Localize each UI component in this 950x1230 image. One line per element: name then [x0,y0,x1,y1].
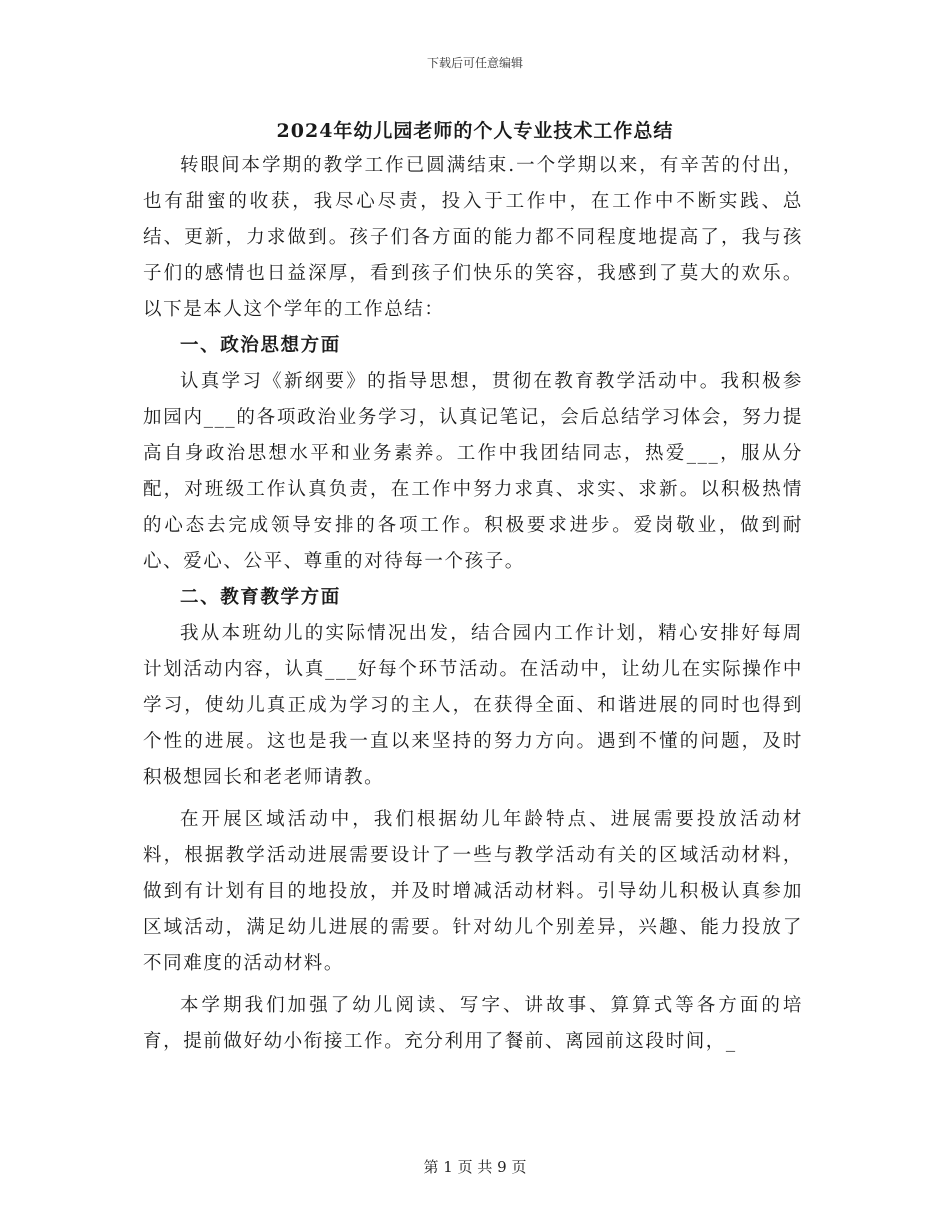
section-heading-teaching: 二、教育教学方面 [180,587,341,608]
header-note: 下载后可任意编辑 [426,56,523,70]
section-heading-politics: 一、政治思想方面 [180,335,341,356]
teaching-paragraph-1: 我从本班幼儿的实际情况出发，结合园内工作计划，精心安排好每周计划活动内容，认真___好每个环节活动。在活动中，让幼儿在实际操作中学习，使幼儿真正成为学习的主人，在获得全面、和谐进展的同时也得到个性的进展。这也是我一直以来坚持的努力方向。遇到不懂的问题，及时积极想园长和老老师请教。 [143,623,803,788]
document-body [143,148,803,1060]
teaching-paragraph-2: 在开展区域活动中，我们根据幼儿年龄特点、进展需要投放活动材料，根据教学活动进展需要设计了一些与教学活动有关的区域活动材料，做到有计划有目的地投放，并及时增减活动材料。引导幼儿积极认真参加区域活动，满足幼儿进展的需要。针对幼儿个别差异，兴趣、能力投放了不同难度的活动材料。 [143,809,803,974]
teaching-paragraph-3: 本学期我们加强了幼儿阅读、写字、讲故事、算算式等各方面的培育，提前做好幼小衔接工作。充分利用了餐前、离园前这段时间，_ [143,995,803,1052]
politics-paragraph: 认真学习《新纲要》的指导思想，贯彻在教育教学活动中。我积极参加园内___的各项政治业务学习，认真记笔记，会后总结学习体会，努力提高自身政治思想水平和业务素养。工作中我团结同志，热爱___，服从分配，对班级工作认真负责，在工作中努力求真、求实、求新。以积极热情的心态去完成领导安排的各项工作。积极要求进步。爱岗敬业，做到耐心、爱心、公平、尊重的对待每一个孩子。 [143,371,803,572]
document-title: 2024年幼儿园老师的个人专业技术工作总结 [276,120,674,142]
page-footer: 第 1 页 共 9 页 [423,1158,527,1176]
intro-paragraph: 转眼间本学期的教学工作已圆满结束.一个学期以来，有辛苦的付出，也有甜蜜的收获，我尽心尽责，投入于工作中，在工作中不断实践、总结、更新，力求做到。孩子们各方面的能力都不同程度地提高了，我与孩子们的感情也日益深厚，看到孩子们快乐的笑容，我感到了莫大的欢乐。以下是本人这个学年的工作总结： [143,155,803,320]
